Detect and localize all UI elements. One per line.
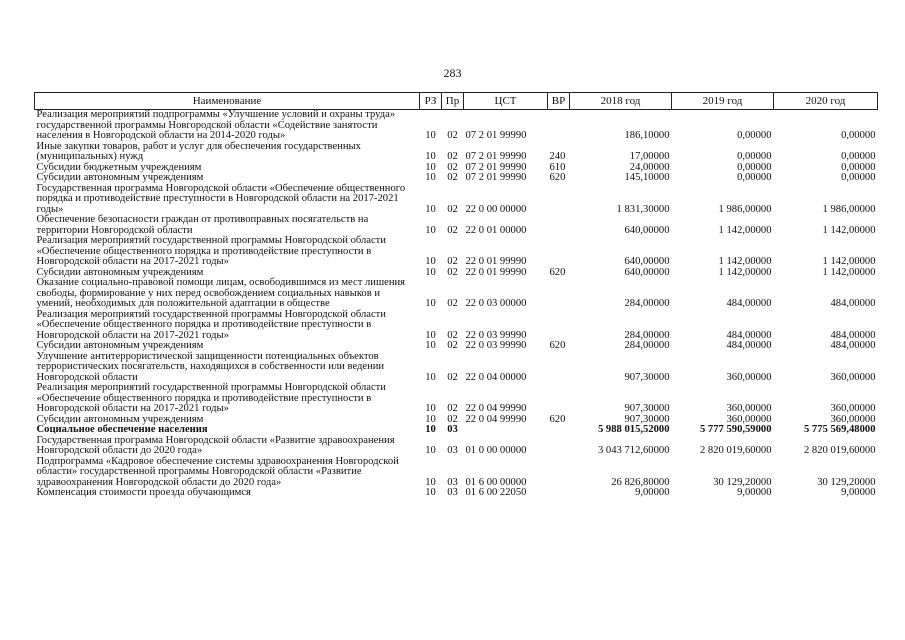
cell-2019: 360,00000 bbox=[726, 371, 772, 383]
cell-cst: 07 2 01 99990 bbox=[465, 151, 527, 162]
cell-2020: 484,00000 bbox=[830, 329, 876, 341]
cell-rz: 10 bbox=[425, 487, 436, 498]
cell-2018: 24,00000 bbox=[629, 161, 670, 173]
cell-cst: 01 6 00 00000 bbox=[465, 476, 527, 488]
cell-vr bbox=[548, 425, 570, 436]
cell-rz: 10 bbox=[425, 298, 436, 309]
cell-2018: 9,00000 bbox=[635, 487, 670, 498]
cell-rz: 10 bbox=[425, 371, 436, 383]
table-row-section bbox=[35, 425, 878, 436]
cell-pr: 02 bbox=[447, 298, 458, 309]
cell-pr: 03 bbox=[447, 487, 458, 498]
header-2020: 2020 год bbox=[774, 93, 878, 110]
cell-pr: 02 bbox=[447, 172, 458, 183]
cell-pr: 02 bbox=[447, 161, 458, 173]
table-row bbox=[35, 383, 878, 415]
cell-2019: 1 142,00000 bbox=[718, 224, 772, 236]
page-number: 283 bbox=[443, 66, 462, 80]
table-row bbox=[35, 341, 878, 352]
cell-cst: 07 2 01 99990 bbox=[465, 172, 527, 183]
cell-pr: 03 bbox=[447, 424, 458, 435]
cell-2019: 1 142,00000 bbox=[718, 266, 772, 278]
cell-2020: 0,00000 bbox=[841, 151, 876, 162]
cell-name: Реализация мероприятий государственной программы Новгородской области «Обеспечение общественного порядка и противодействие преступности в Новгородской области на 2017-2021 годы» bbox=[36, 382, 386, 414]
cell-2019: 9,00000 bbox=[737, 487, 772, 498]
header-2018: 2018 год bbox=[570, 93, 672, 110]
cell-rz: 10 bbox=[425, 329, 436, 341]
cell-2019: 1 986,00000 bbox=[718, 203, 772, 215]
cell-2018: 284,00000 bbox=[624, 329, 670, 341]
cell-vr bbox=[548, 457, 570, 489]
cell-cst: 22 0 04 99990 bbox=[465, 413, 527, 425]
cell-pr: 03 bbox=[447, 476, 458, 488]
cell-2018: 5 988 015,52000 bbox=[597, 424, 670, 435]
cell-pr: 02 bbox=[447, 340, 458, 351]
cell-2020: 2 820 019,60000 bbox=[803, 445, 876, 456]
table-body bbox=[35, 110, 878, 499]
cell-pr: 02 bbox=[447, 371, 458, 383]
cell-2018: 145,10000 bbox=[624, 172, 670, 183]
cell-vr bbox=[548, 383, 570, 415]
cell-vr: 240 bbox=[549, 151, 566, 162]
cell-rz: 10 bbox=[425, 266, 436, 278]
cell-vr: 620 bbox=[549, 172, 566, 183]
cell-2019: 0,00000 bbox=[737, 161, 772, 173]
cell-2020: 1 142,00000 bbox=[822, 256, 876, 267]
cell-pr: 03 bbox=[447, 445, 458, 456]
cell-rz: 10 bbox=[425, 445, 436, 456]
cell-name: Субсидии автономным учреждениям bbox=[36, 413, 204, 425]
cell-2019: 30 129,20000 bbox=[713, 476, 772, 488]
cell-2019: 484,00000 bbox=[726, 329, 772, 341]
table-row bbox=[35, 488, 878, 499]
cell-rz: 10 bbox=[425, 476, 436, 488]
cell-pr: 02 bbox=[447, 151, 458, 162]
cell-name: Социальное обеспечение населения bbox=[36, 424, 208, 435]
cell-vr bbox=[548, 488, 570, 499]
cell-cst: 22 0 03 99990 bbox=[465, 340, 527, 351]
cell-2018: 640,00000 bbox=[624, 224, 670, 236]
cell-rz: 10 bbox=[425, 403, 436, 414]
cell-rz: 10 bbox=[425, 130, 436, 141]
cell-vr bbox=[548, 215, 570, 236]
cell-2018: 17,00000 bbox=[629, 151, 670, 162]
cell-name: Обеспечение безопасности граждан от противоправных посягательств на территории Новгородской области bbox=[36, 214, 369, 236]
header-cst: ЦСТ bbox=[464, 93, 548, 110]
cell-cst: 07 2 01 99990 bbox=[465, 130, 527, 141]
cell-name: Улучшение антитеррористической защищенности потенциальных объектов террористических посягательств, находящихся в собственности или ведении Новгородской области bbox=[36, 350, 385, 383]
cell-rz: 10 bbox=[425, 424, 436, 435]
cell-cst: 07 2 01 99990 bbox=[465, 161, 527, 173]
table-row bbox=[35, 436, 878, 457]
cell-2020: 360,00000 bbox=[830, 371, 876, 383]
cell-rz: 10 bbox=[425, 161, 436, 173]
cell-2020: 360,00000 bbox=[830, 403, 876, 414]
header-vr: ВР bbox=[548, 93, 570, 110]
cell-vr: 620 bbox=[549, 413, 566, 425]
table-row bbox=[35, 352, 878, 384]
cell-name: Оказание социально-правовой помощи лицам, освободившимся из мест лишения свободы, формирование у них перед освобождением социальных навыков и умений, необходимых для положительной адаптации в обществе bbox=[36, 277, 406, 309]
cell-2020: 0,00000 bbox=[841, 130, 876, 141]
cell-name: Реализация мероприятий подпрограммы «Улучшение условий и охраны труда» государственной программы Новгородской области «Содействие занятости населения в Новгородской области на 2014-2020 годы» bbox=[36, 109, 396, 141]
cell-name: Реализация мероприятий государственной программы Новгородской области «Обеспечение общественного порядка и противодействие преступности в Новгородской области на 2017-2021 годы» bbox=[36, 308, 386, 341]
cell-vr bbox=[548, 236, 570, 268]
cell-2020: 30 129,20000 bbox=[817, 476, 876, 488]
cell-name: Субсидии бюджетным учреждениям bbox=[36, 161, 202, 173]
cell-2019: 484,00000 bbox=[726, 298, 772, 309]
header-2019: 2019 год bbox=[672, 93, 774, 110]
cell-name: Реализация мероприятий государственной программы Новгородской области «Обеспечение общественного порядка и противодействие преступности в Новгородской области на 2017-2021 годы» bbox=[36, 235, 386, 267]
cell-pr: 02 bbox=[447, 266, 458, 278]
cell-2018: 3 043 712,60000 bbox=[597, 445, 670, 456]
cell-name: Субсидии автономным учреждениям bbox=[36, 340, 204, 351]
cell-pr: 02 bbox=[447, 130, 458, 141]
cell-rz: 10 bbox=[425, 172, 436, 183]
cell-rz: 10 bbox=[425, 340, 436, 351]
cell-name: Государственная программа Новгородской области «Развитие здравоохранения Новгородской области до 2020 года» bbox=[36, 434, 395, 456]
cell-name: Субсидии автономным учреждениям bbox=[36, 172, 204, 183]
cell-vr bbox=[548, 278, 570, 310]
table-row bbox=[35, 310, 878, 342]
cell-rz: 10 bbox=[425, 413, 436, 425]
cell-2020: 1 142,00000 bbox=[822, 224, 876, 236]
cell-name: Субсидии автономным учреждениям bbox=[36, 266, 204, 278]
cell-cst: 22 0 01 99990 bbox=[465, 266, 527, 278]
cell-2018: 907,30000 bbox=[624, 413, 670, 425]
cell-cst: 22 0 03 00000 bbox=[465, 298, 527, 309]
cell-rz: 10 bbox=[425, 203, 436, 215]
cell-name: Иные закупки товаров, работ и услуг для обеспечения государственных (муниципальных) нужд bbox=[36, 140, 361, 162]
cell-2019: 484,00000 bbox=[726, 340, 772, 351]
cell-name: Государственная программа Новгородской области «Обеспечение общественного порядка и противодействие преступности в Новгородской области на 2017-2021 годы» bbox=[36, 182, 406, 215]
cell-2019: 2 820 019,60000 bbox=[699, 445, 772, 456]
header-rz: РЗ bbox=[420, 93, 442, 110]
table-row bbox=[35, 236, 878, 268]
table-row bbox=[35, 215, 878, 236]
cell-2018: 640,00000 bbox=[624, 256, 670, 267]
cell-name: Подпрограмма «Кадровое обеспечение системы здравоохранения Новгородской области» государственной программы Новгородской области «Развитие здравоохранения Новгородской области до 2020 года» bbox=[36, 455, 399, 488]
table-row bbox=[35, 173, 878, 184]
cell-cst: 22 0 04 99990 bbox=[465, 403, 527, 414]
cell-2018: 640,00000 bbox=[624, 266, 670, 278]
cell-vr: 620 bbox=[549, 340, 566, 351]
cell-2020: 484,00000 bbox=[830, 298, 876, 309]
table-row bbox=[35, 184, 878, 216]
cell-rz: 10 bbox=[425, 256, 436, 267]
header-name: Наименование bbox=[35, 93, 420, 110]
cell-rz: 10 bbox=[425, 151, 436, 162]
cell-2020: 1 986,00000 bbox=[822, 203, 876, 215]
table-header-row bbox=[35, 93, 878, 110]
cell-pr: 02 bbox=[447, 224, 458, 236]
cell-pr: 02 bbox=[447, 413, 458, 425]
cell-2020: 484,00000 bbox=[830, 340, 876, 351]
cell-2018: 907,30000 bbox=[624, 403, 670, 414]
cell-vr bbox=[548, 352, 570, 384]
header-pr: Пр bbox=[442, 93, 464, 110]
cell-vr: 610 bbox=[549, 161, 566, 173]
table-row bbox=[35, 110, 878, 142]
cell-cst: 22 0 03 99990 bbox=[465, 329, 527, 341]
cell-2019: 0,00000 bbox=[737, 151, 772, 162]
cell-name: Компенсация стоимости проезда обучающимся bbox=[36, 487, 251, 498]
table-row bbox=[35, 278, 878, 310]
cell-2019: 1 142,00000 bbox=[718, 256, 772, 267]
cell-cst: 22 0 04 00000 bbox=[465, 371, 527, 383]
cell-vr bbox=[548, 110, 570, 142]
cell-cst bbox=[464, 425, 548, 436]
cell-2020: 0,00000 bbox=[841, 161, 876, 173]
cell-pr: 02 bbox=[447, 403, 458, 414]
cell-cst: 01 6 00 22050 bbox=[465, 487, 527, 498]
cell-2018: 186,10000 bbox=[624, 130, 670, 141]
budget-table-container bbox=[34, 92, 877, 499]
cell-cst: 01 0 00 00000 bbox=[465, 445, 527, 456]
cell-vr bbox=[548, 310, 570, 342]
cell-2018: 284,00000 bbox=[624, 340, 670, 351]
cell-2019: 0,00000 bbox=[737, 130, 772, 141]
cell-vr bbox=[548, 184, 570, 216]
cell-2020: 0,00000 bbox=[841, 172, 876, 183]
cell-cst: 22 0 00 00000 bbox=[465, 203, 527, 215]
cell-cst: 22 0 01 00000 bbox=[465, 224, 527, 236]
cell-cst: 22 0 01 99990 bbox=[465, 256, 527, 267]
table-row bbox=[35, 457, 878, 489]
cell-pr: 02 bbox=[447, 256, 458, 267]
cell-2019: 0,00000 bbox=[737, 172, 772, 183]
cell-2020: 360,00000 bbox=[830, 413, 876, 425]
cell-2018: 284,00000 bbox=[624, 298, 670, 309]
cell-pr: 02 bbox=[447, 329, 458, 341]
cell-2020: 5 775 569,48000 bbox=[803, 424, 876, 435]
cell-2018: 907,30000 bbox=[624, 371, 670, 383]
cell-2018: 1 831,30000 bbox=[616, 203, 670, 215]
cell-rz: 10 bbox=[425, 224, 436, 236]
cell-2020: 9,00000 bbox=[841, 487, 876, 498]
cell-2019: 360,00000 bbox=[726, 403, 772, 414]
cell-2020: 1 142,00000 bbox=[822, 266, 876, 278]
budget-table bbox=[34, 92, 878, 499]
cell-2018: 26 826,80000 bbox=[611, 476, 670, 488]
cell-2019: 360,00000 bbox=[726, 413, 772, 425]
cell-2019: 5 777 590,59000 bbox=[699, 424, 772, 435]
cell-vr bbox=[548, 436, 570, 457]
cell-pr: 02 bbox=[447, 203, 458, 215]
table-row bbox=[35, 142, 878, 163]
cell-vr: 620 bbox=[549, 266, 566, 278]
